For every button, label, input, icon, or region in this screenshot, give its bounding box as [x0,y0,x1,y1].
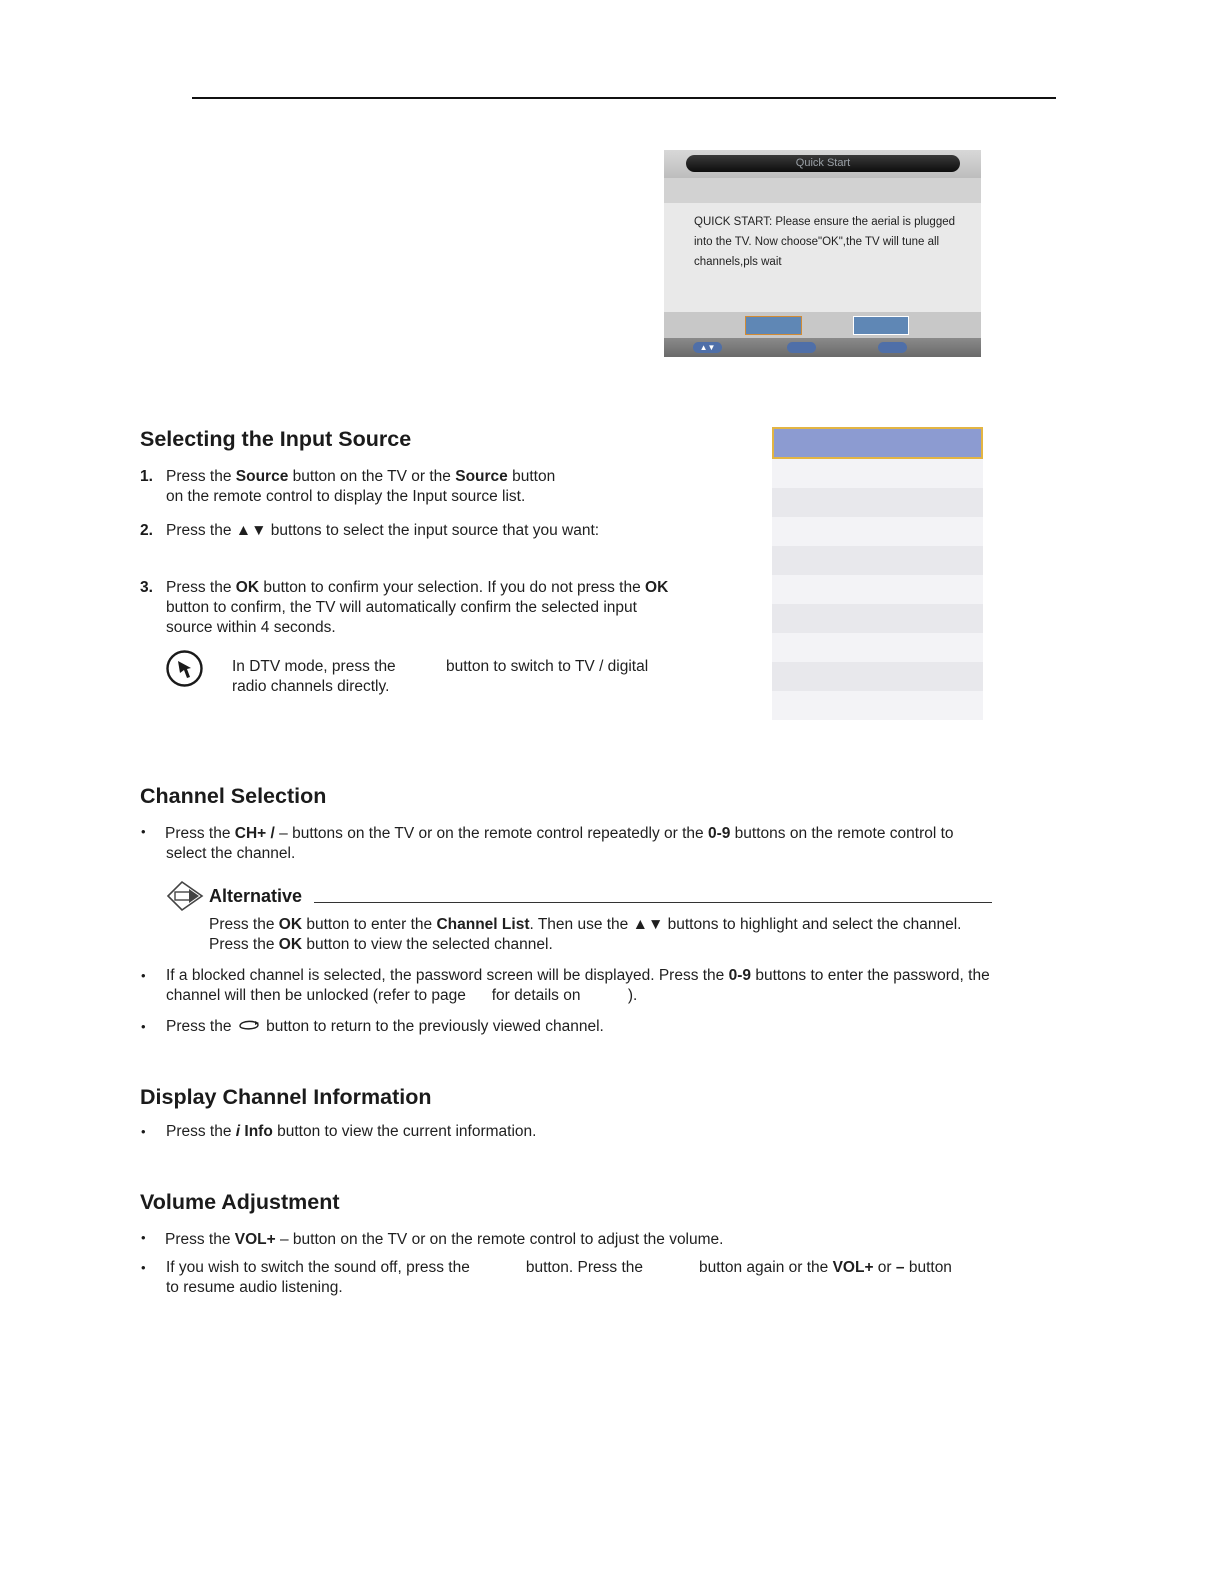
source-list-item[interactable] [772,604,983,633]
alternative-arrow-icon [165,879,205,913]
info-icon: i [235,1123,241,1140]
alternative-text [209,915,961,936]
section-heading-channel-selection: Channel Selection [140,784,327,808]
source-list-item[interactable] [772,575,983,604]
dialog-message-line: into the TV. Now choose"OK",the TV will tune all [694,236,940,248]
text-run: Press the [166,579,236,596]
text-run: Press the [165,825,235,842]
dialog-cancel-button[interactable] [853,316,909,335]
note-text-cont: button to switch to TV / digital [446,658,649,675]
source-list-item[interactable] [772,691,983,720]
step-number: 2. [140,522,153,539]
source-list-item[interactable] [772,546,983,575]
text-run: buttons to enter the password, the [751,967,990,984]
source-list-item[interactable] [772,517,983,546]
text-run: button [507,468,556,485]
channel-bullet-1-line2: select the channel. [166,845,296,862]
text-run: Press the [166,468,236,485]
exit-hint-icon [878,342,907,353]
text-run: buttons to select the input source that you want: [266,522,600,539]
text-run-bold: Channel List [436,916,530,933]
source-list-item[interactable] [772,633,983,662]
text-run-bold: VOL+ [234,1231,276,1248]
dialog-ok-button[interactable] [745,316,802,335]
section-heading-volume: Volume Adjustment [140,1190,340,1214]
dialog-button-row [664,312,981,338]
text-run: button to view the current information. [272,1123,537,1140]
step-3-text-line2: button to confirm, the TV will automatically confirm the selected input [166,599,637,616]
text-run: Press the [165,1231,235,1248]
up-down-arrows-icon: ▲▼ [235,522,267,539]
text-run-bold: CH+ / [234,825,275,842]
dialog-message-line: QUICK START: Please ensure the aerial is plugged [694,216,956,228]
text-run: button to return to the previously viewed channel. [261,1018,604,1035]
pushpin-note-icon [166,650,203,687]
text-run-bold: VOL+ [832,1259,874,1276]
alternative-text-line2 [209,935,553,956]
bullet: • [141,1230,146,1245]
channel-bullet-1 [165,824,954,845]
text-run: Press the [209,936,279,953]
text-run: button to confirm your selection. If you do not press the [259,579,646,596]
text-run-bold: OK [278,916,303,933]
up-down-arrows-icon: ▲▼ [632,916,664,933]
info-bullet-1 [166,1122,536,1143]
dialog-message [694,212,974,272]
step-1-text [166,467,555,488]
text-run: – buttons on the TV or on the remote control repeatedly or the [274,825,708,842]
source-list-item[interactable] [772,662,983,691]
text-run: Press the [209,916,279,933]
ok-hint-icon [787,342,816,353]
volume-bullet-2-line2: to resume audio listening. [166,1279,343,1296]
text-run: buttons to highlight and select the channel. [663,916,962,933]
text-run-bold: 0-9 [707,825,731,842]
section-heading-input-source: Selecting the Input Source [140,427,412,451]
step-number: 3. [140,579,153,596]
header-rule [192,97,1056,99]
input-source-list [772,427,983,721]
note-text-line2: radio channels directly. [232,678,390,695]
text-run-bold: Info [240,1123,273,1140]
channel-bullet-2-line2: channel will then be unlocked (refer to page for details on ). [166,987,638,1004]
text-run: If a blocked channel is selected, the password screen will be displayed. Press the [166,967,729,984]
text-run-bold: 0-9 [728,967,752,984]
bullet: • [141,1260,146,1275]
dialog-title: Quick Start [686,155,960,172]
text-run: button [904,1259,952,1276]
step-3-text [166,578,668,599]
step-1-text-line2: on the remote control to display the Input source list. [166,488,526,505]
text-run: buttons on the remote control to [730,825,954,842]
alternative-title: Alternative [209,886,303,906]
step-2-text [166,521,599,542]
source-list-item[interactable] [772,488,983,517]
channel-bullet-3 [166,1017,604,1038]
text-run: . Then use the [529,916,633,933]
text-run-bold: Source [235,468,289,485]
bullet: • [141,1124,146,1139]
quick-start-dialog [664,150,981,357]
text-run-bold: OK [235,579,260,596]
source-list-selected-row[interactable] [772,427,983,459]
text-run: button on the TV or the [288,468,456,485]
step-number: 1. [140,468,153,485]
text-run: Press the [166,1123,236,1140]
recall-icon [236,1018,262,1032]
source-list-item[interactable] [772,459,983,488]
bullet: • [141,1019,146,1034]
dialog-message-line: channels,pls wait [694,256,782,268]
section-heading-display-info: Display Channel Information [140,1085,432,1109]
text-run: Press the [166,1018,236,1035]
dialog-subheader [664,178,981,203]
bullet: • [141,824,146,839]
updown-hint-icon: ▲▼ [693,342,722,353]
note-text: In DTV mode, press the [232,658,396,675]
step-3-text-line3: source within 4 seconds. [166,619,336,636]
text-run-bold: – [895,1259,905,1276]
text-run-bold: Source [455,468,508,485]
bullet: • [141,968,146,983]
volume-bullet-1 [165,1230,723,1251]
channel-bullet-2 [166,966,990,987]
volume-bullet-2 [166,1258,952,1279]
text-run-bold: OK [645,579,669,596]
text-run: button to view the selected channel. [302,936,553,953]
text-run: If you wish to switch the sound off, press the button. Press the button again or the [166,1259,833,1276]
text-run: – button on the TV or on the remote control to adjust the volume. [275,1231,724,1248]
text-run-bold: OK [278,936,303,953]
text-run: Press the [166,522,236,539]
alternative-rule [314,902,992,903]
text-run: or [873,1259,896,1276]
text-run: button to enter the [302,916,437,933]
